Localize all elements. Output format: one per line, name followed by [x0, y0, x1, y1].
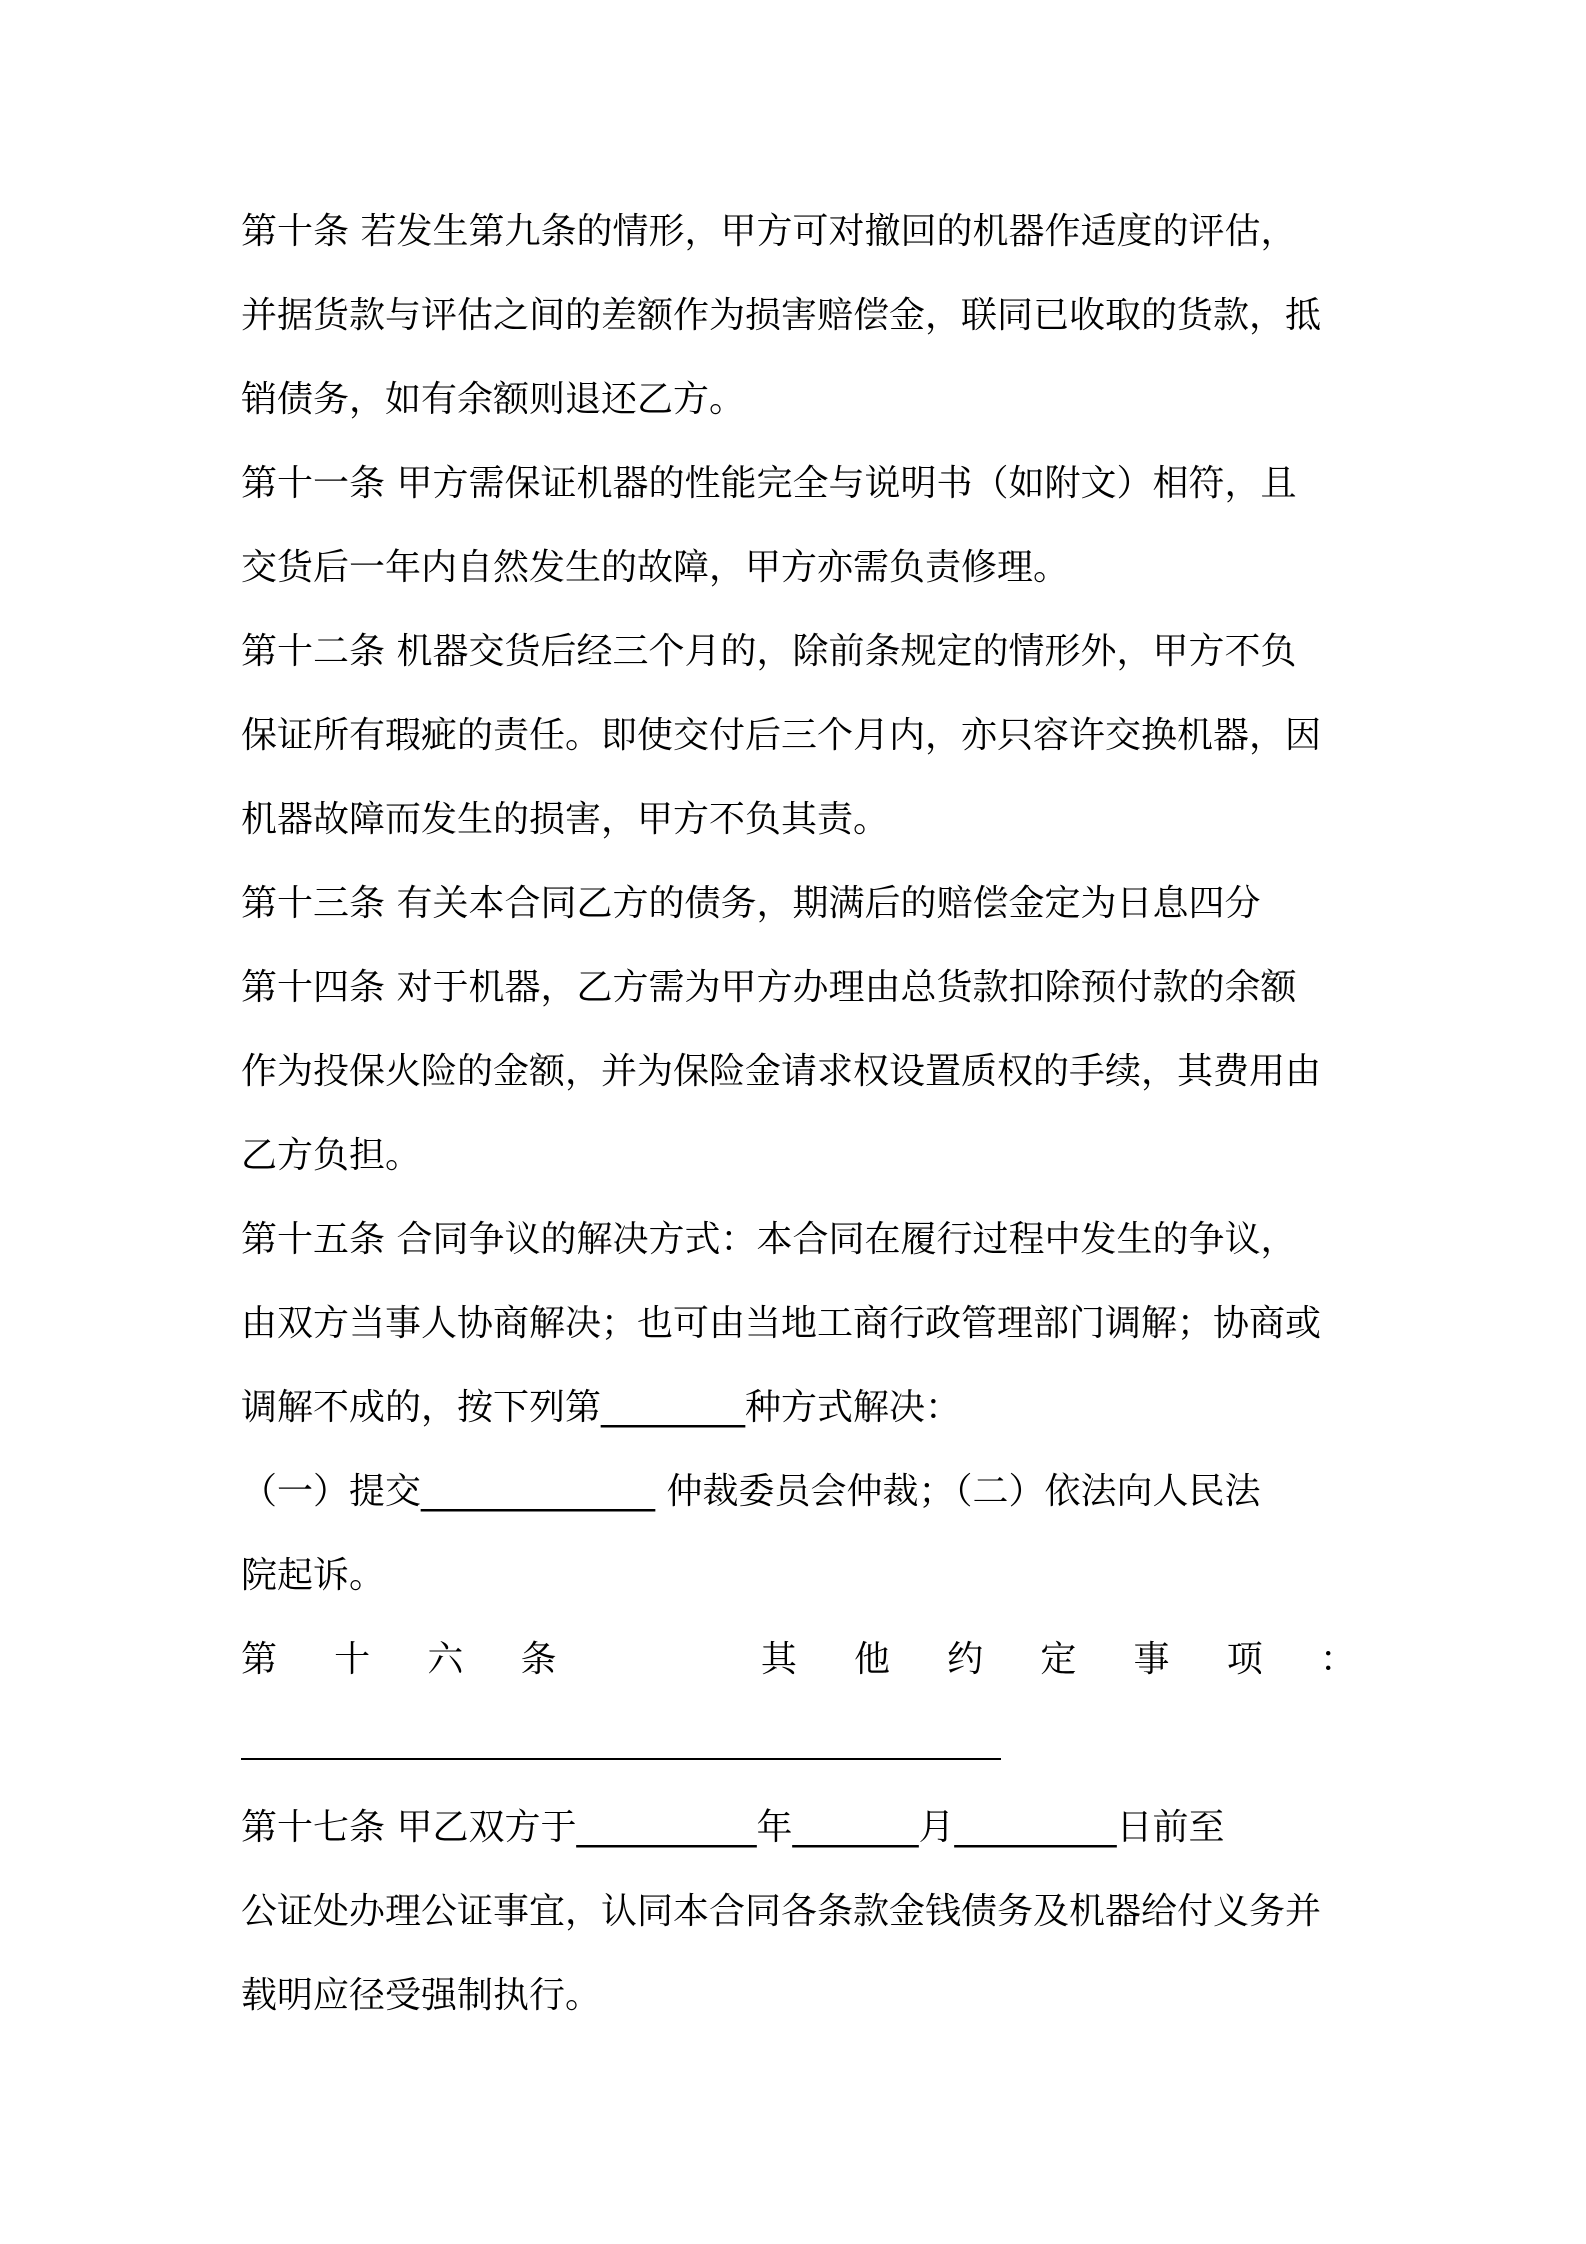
article-14-line-1: 第十四条 对于机器，乙方需为甲方办理由总货款扣除预付款的余额: [241, 967, 1297, 1008]
article-16-char: 六: [427, 1639, 464, 1680]
article-10-line-2: 并据货款与评估之间的差额作为损害赔偿金，联同已收取的货款，抵: [241, 295, 1322, 336]
blank-underline: [241, 1758, 1001, 1760]
article-16-gap: [614, 1618, 704, 1702]
article-12-line-2: 保证所有瑕疵的责任。即使交付后三个月内，亦只容许交换机器，因: [241, 715, 1322, 756]
article-16-char: 事: [1133, 1639, 1170, 1680]
article-13-line-1: 第十三条 有关本合同乙方的债务，期满后的赔偿金定为日息四分: [241, 883, 1261, 924]
contract-body: [241, 190, 1356, 2038]
article-17-line-1: 第十七条 甲乙双方于__________年_______月_________日前至: [241, 1807, 1225, 1848]
article-16-char: 条: [520, 1639, 557, 1680]
article-16-char: 十: [334, 1639, 371, 1680]
article-11-line-2: 交货后一年内自然发生的故障，甲方亦需负责修理。: [241, 547, 1070, 588]
article-10-line-3: 销债务，如有余额则退还乙方。: [241, 379, 746, 420]
article-16-char: 项: [1226, 1639, 1263, 1680]
article-15-line-4: （一）提交_____________ 仲裁委员会仲裁；（二）依法向人民法: [241, 1471, 1261, 1512]
article-15-line-3: 调解不成的，按下列第________种方式解决：: [241, 1387, 962, 1428]
article-15-line-2: 由双方当事人协商解决；也可由当地工商行政管理部门调解；协商或: [241, 1303, 1322, 1344]
article-14-line-2: 作为投保火险的金额，并为保险金请求权设置质权的手续，其费用由: [241, 1051, 1322, 1092]
article-16-char: 其: [760, 1639, 797, 1680]
article-15-line-5: 院起诉。: [241, 1555, 386, 1596]
article-17-line-3: 载明应径受强制执行。: [241, 1975, 602, 2016]
article-16-blank-line: [241, 1702, 1356, 1786]
article-16-heading: [241, 1618, 1356, 1702]
article-12-line-1: 第十二条 机器交货后经三个月的，除前条规定的情形外，甲方不负: [241, 631, 1297, 672]
article-16-char: 他: [854, 1639, 891, 1680]
article-16-char: 定: [1040, 1639, 1077, 1680]
article-17-line-2: 公证处办理公证事宜，认同本合同各条款金钱债务及机器给付义务并: [241, 1891, 1322, 1932]
article-10-line-1: 第十条 若发生第九条的情形，甲方可对撤回的机器作适度的评估，: [241, 211, 1297, 252]
article-14-line-3: 乙方负担。: [241, 1135, 422, 1176]
article-15-line-1: 第十五条 合同争议的解决方式：本合同在履行过程中发生的争议，: [241, 1219, 1297, 1260]
article-11-line-1: 第十一条 甲方需保证机器的性能完全与说明书（如附文）相符，且: [241, 463, 1297, 504]
article-12-line-3: 机器故障而发生的损害，甲方不负其责。: [241, 799, 890, 840]
article-16-char: 约: [947, 1639, 984, 1680]
article-16-char: ：: [1319, 1639, 1356, 1680]
article-16-char: 第: [241, 1639, 278, 1680]
